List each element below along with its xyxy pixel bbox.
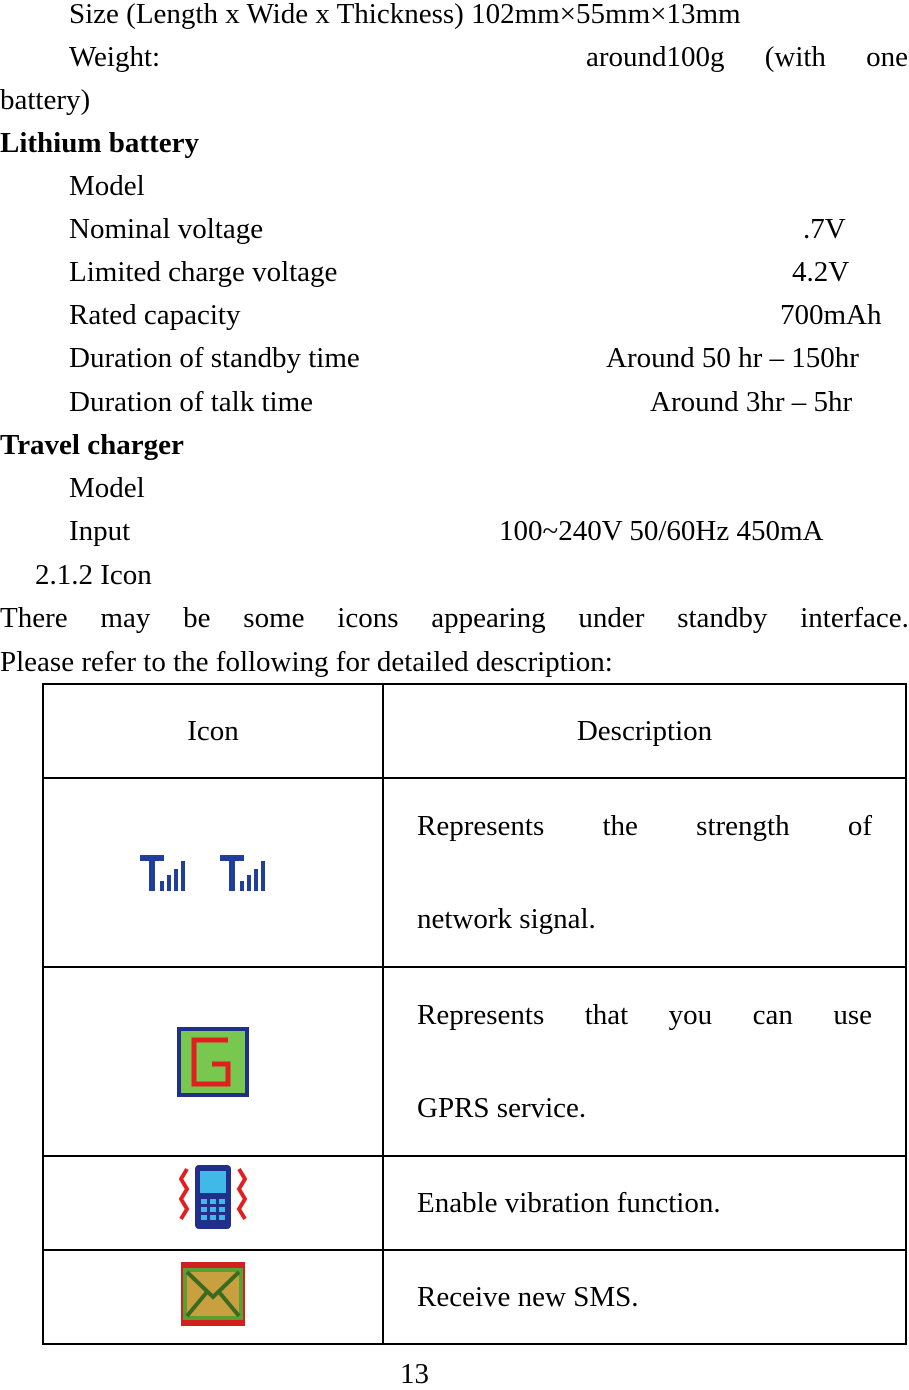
icon-section-heading: 2.1.2 Icon (35, 559, 152, 591)
nominal-voltage-label: Nominal voltage (69, 213, 264, 245)
gprs-description (383, 967, 906, 1156)
signal-description-continuation: network signal. (417, 902, 596, 935)
limited-charge-voltage-value: 4.2V (792, 256, 850, 288)
intro-word: may (100, 602, 151, 634)
signal-strength-icon (138, 851, 288, 895)
intro-word: interface. (800, 602, 909, 634)
nominal-voltage-value: .7V (803, 213, 846, 245)
vibration-description: Enable vibration function. (383, 1156, 906, 1250)
sms-description: Receive new SMS. (383, 1250, 906, 1344)
intro-word: some (243, 602, 305, 634)
sms-icon-cell (43, 1250, 383, 1344)
intro-word: icons (337, 602, 399, 634)
table-header-row (43, 684, 906, 778)
intro-word: be (183, 602, 211, 634)
rated-capacity-label: Rated capacity (69, 299, 241, 331)
desc-word: the (602, 809, 638, 842)
charger-input-label: Input (69, 515, 131, 547)
signal-icon-cell (43, 778, 383, 967)
standby-time-value: Around 50 hr – 150hr (606, 342, 859, 374)
icon-section-intro (0, 604, 909, 633)
charger-heading: Travel charger (0, 429, 184, 461)
battery-heading: Lithium battery (0, 127, 199, 159)
icon-description-table (42, 683, 907, 1345)
intro-word: appearing (431, 602, 546, 634)
table-row (43, 967, 906, 1156)
size-line: Size (Length x Wide x Thickness) 102mm×55mm×13mm (69, 0, 741, 30)
desc-word: Represents (417, 809, 545, 842)
weight-word: one (866, 41, 908, 73)
gprs-icon-cell (43, 967, 383, 1156)
icon-column-header: Icon (43, 684, 383, 778)
weight-value (586, 43, 908, 72)
talk-time-value: Around 3hr – 5hr (650, 386, 853, 418)
icon-section-intro-continuation: Please refer to the following for detailed description: (0, 646, 613, 678)
desc-word: that (584, 998, 629, 1031)
new-sms-icon (180, 1261, 246, 1327)
talk-time-label: Duration of talk time (69, 386, 314, 418)
desc-word: of (847, 809, 872, 842)
table-row (43, 1156, 906, 1250)
charger-model-label: Model (69, 472, 145, 504)
weight-word: around100g (586, 41, 725, 73)
page-number: 13 (400, 1358, 429, 1390)
table-row (43, 1250, 906, 1344)
gprs-description-line (417, 969, 872, 1062)
vibration-icon-cell (43, 1156, 383, 1250)
desc-word: you (668, 998, 713, 1031)
signal-description (383, 778, 906, 967)
signal-description-line (417, 780, 872, 873)
gprs-icon (176, 1026, 250, 1098)
limited-charge-voltage-label: Limited charge voltage (69, 256, 338, 288)
weight-label: Weight: (69, 41, 161, 73)
desc-word: Represents (417, 998, 545, 1031)
intro-word: under (578, 602, 645, 634)
desc-word: use (833, 998, 872, 1031)
table-row (43, 778, 906, 967)
desc-word: strength (696, 809, 790, 842)
battery-model-label: Model (69, 170, 145, 202)
desc-word: can (752, 998, 793, 1031)
standby-time-label: Duration of standby time (69, 342, 360, 374)
description-column-header: Description (383, 684, 906, 778)
charger-input-value: 100~240V 50/60Hz 450mA (499, 515, 824, 547)
weight-word: (with (764, 41, 826, 73)
rated-capacity-value: 700mAh (780, 299, 882, 331)
intro-word: standby (677, 602, 768, 634)
weight-value-continuation: battery) (0, 84, 91, 116)
intro-word: There (0, 602, 68, 634)
gprs-description-continuation: GPRS service. (417, 1091, 587, 1124)
vibration-icon (179, 1163, 247, 1231)
